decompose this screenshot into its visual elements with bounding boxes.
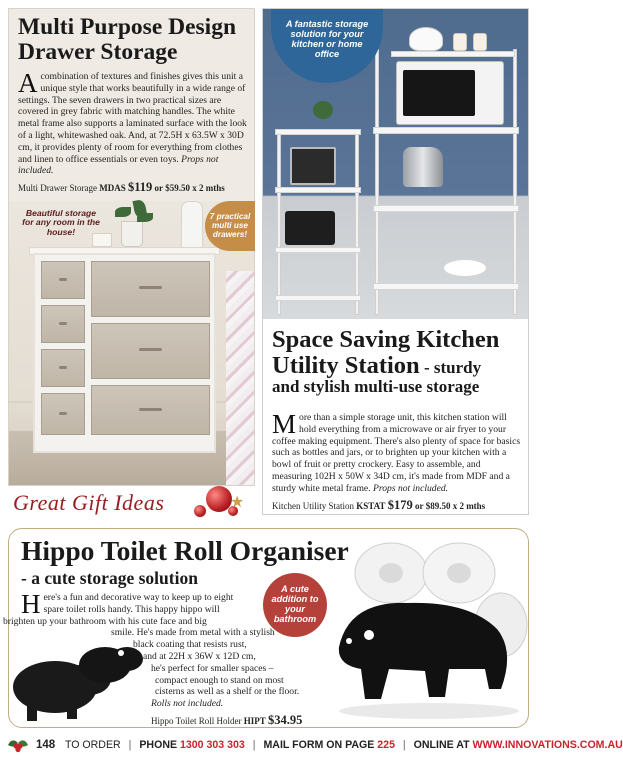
drawer-price-line <box>18 180 250 195</box>
hippo-body-line: cisterns as well as a shelf or the floor. <box>155 686 300 698</box>
laptop <box>290 147 336 185</box>
hippo-toilet-roll-holder-photo <box>329 529 529 727</box>
drawer-product-code: MDAS <box>99 183 126 194</box>
footer-mail-page: 225 <box>377 739 395 751</box>
kitchen-props-note: Props not included. <box>372 482 449 494</box>
kitchen-title-line1: Space Saving Kitchen <box>272 326 500 353</box>
drawer-description <box>18 68 250 196</box>
kitchen-station-photo <box>263 9 528 319</box>
hippo-callout-bathroom: A cute addition to your bathroom <box>263 573 327 637</box>
small-drawer <box>41 305 85 343</box>
kitchen-callout-storage: A fantastic storage solution for your kitchen or home office <box>271 9 383 83</box>
kitchen-title-dash: - sturdy <box>419 357 482 377</box>
large-drawer <box>91 261 210 317</box>
jar <box>453 33 467 51</box>
plant <box>313 101 333 119</box>
large-drawer <box>91 323 210 379</box>
printer <box>285 211 335 245</box>
plant-pot <box>121 221 143 247</box>
kettle <box>403 147 443 187</box>
footer-mail-label: MAIL FORM ON PAGE <box>263 739 375 751</box>
hippo-body-line: he's perfect for smaller spaces – <box>151 662 274 674</box>
curtain <box>226 271 254 485</box>
drawer-body-text: combination of textures and finishes gives this unit a unique style that works beautifully in a wide range of settings. The seven drawers in two practical sizes are covered in grey fabric with matching handles. The white metal frame also supports a laminated surface with the look of a light, whitewashed oak. And, at 72.5H x 63.5W x 30D cm, it provides plenty of room for everything from clothes and linen to office essentials or even toys. <box>18 71 247 165</box>
footer-website-link[interactable]: WWW.INNOVATIONS.COM.AU <box>472 739 623 751</box>
kitchen-product-code: KSTAT <box>356 500 386 511</box>
star-icon: ★ <box>230 492 245 511</box>
drawer-price-or: or <box>154 183 164 194</box>
hippo-dropcap: H <box>21 589 41 619</box>
drawer-props-note: Props not included. <box>18 153 219 177</box>
bauble-icon <box>194 505 206 517</box>
small-drawer <box>41 261 85 299</box>
hippo-body-line: brighten up your bathroom with his cute face and big <box>3 615 207 627</box>
kitchen-product-name: Kitchen Utility Station <box>272 500 354 511</box>
kitchen-title-line3: and stylish multi-use storage <box>272 377 480 397</box>
hippo-organiser-panel <box>3 528 529 728</box>
hippo-subtitle: - a cute storage solution <box>21 568 198 588</box>
drawer-installment: $59.50 x 2 mths <box>165 183 225 194</box>
hippo-body-line: ere's a fun and decorative way to keep up to eight <box>43 592 234 603</box>
footer-online-label: ONLINE AT <box>413 739 470 751</box>
hippo-body-line: spare toilet rolls handy. This happy hippo will <box>43 603 220 615</box>
kitchen-body-text: ore than a simple storage unit, this kitchen station will hold everything from a microwave or air fryer to your coffee making equipment. There's also plenty of space for basics such as bottles and jars, or to brighten up your kitchen with a bowl of fruit or pretty crockery. Easy to assemble, and measuring 102H x 50W x 34D cm, it's made from MDF and a sturdy white metal frame. <box>272 412 521 494</box>
hippo-product-name: Hippo Toilet Roll Holder <box>151 715 242 726</box>
drawer-dropcap: A <box>18 68 38 98</box>
footer-order-label: TO ORDER <box>64 739 121 751</box>
small-drawer <box>41 393 85 435</box>
hippo-body-line: black coating that resists rust, <box>133 639 247 651</box>
holly-icon <box>6 733 30 755</box>
large-drawer <box>91 385 210 435</box>
hippo-rolls-note: Rolls not included. <box>151 698 224 710</box>
drawer-title-line2: Drawer Storage <box>18 38 178 65</box>
drawer-storage-photo <box>9 201 254 485</box>
footer-phone-label: PHONE <box>139 739 178 751</box>
footer-order-info: 148 TO ORDER | PHONE 1300 303 303 | MAIL FORM ON PAGE 225 | ONLINE AT WWW.INNOVATIONS.COM.AU <box>36 739 623 751</box>
kitchen-dropcap: M <box>272 409 297 439</box>
kitchen-price-or: or <box>414 500 424 511</box>
hippo-price: $34.95 <box>267 712 303 727</box>
drawer-callout-beautiful: Beautiful storage for any room in the house! <box>22 208 100 237</box>
teapot <box>409 27 443 51</box>
drawer-unit <box>33 253 216 453</box>
hippo-body-line: compact enough to stand on most <box>155 674 284 686</box>
kitchen-description <box>272 409 522 513</box>
hippo-price-line <box>21 713 339 728</box>
drawer-price: $119 <box>127 180 153 195</box>
kitchen-title-line2: Utility Station <box>272 351 420 379</box>
kitchen-station-title <box>272 327 527 396</box>
drawer-storage-title <box>18 15 253 64</box>
drawer-product-name: Multi Drawer Storage <box>18 183 97 194</box>
kitchen-price-line <box>272 498 522 513</box>
microwave <box>396 61 504 125</box>
vase <box>181 201 203 249</box>
hippo-product-code: HIPT <box>243 715 266 726</box>
drawer-title-line1: Multi Purpose Design <box>18 14 237 40</box>
hippo-body-line: smile. He's made from metal with a stylish <box>111 627 275 639</box>
jar <box>473 33 487 51</box>
footer-phone-number[interactable]: 1300 303 303 <box>180 739 245 751</box>
drawer-storage-panel <box>8 8 255 486</box>
drawer-callout-7-drawers: 7 practical multi use drawers! <box>205 201 255 251</box>
hippo-body-line: and at 22H x 36W x 12D cm, <box>143 650 256 662</box>
order-footer <box>0 735 623 757</box>
plates <box>443 259 487 277</box>
kitchen-price: $179 <box>387 497 413 512</box>
small-drawer <box>41 349 85 387</box>
hippo-title: Hippo Toilet Roll Organiser <box>21 535 349 566</box>
kitchen-station-panel <box>262 8 529 515</box>
page-number: 148 <box>36 739 56 751</box>
kitchen-installment: $89.50 x 2 mths <box>425 500 486 511</box>
great-gift-ideas-banner: Great Gift Ideas <box>13 490 165 515</box>
